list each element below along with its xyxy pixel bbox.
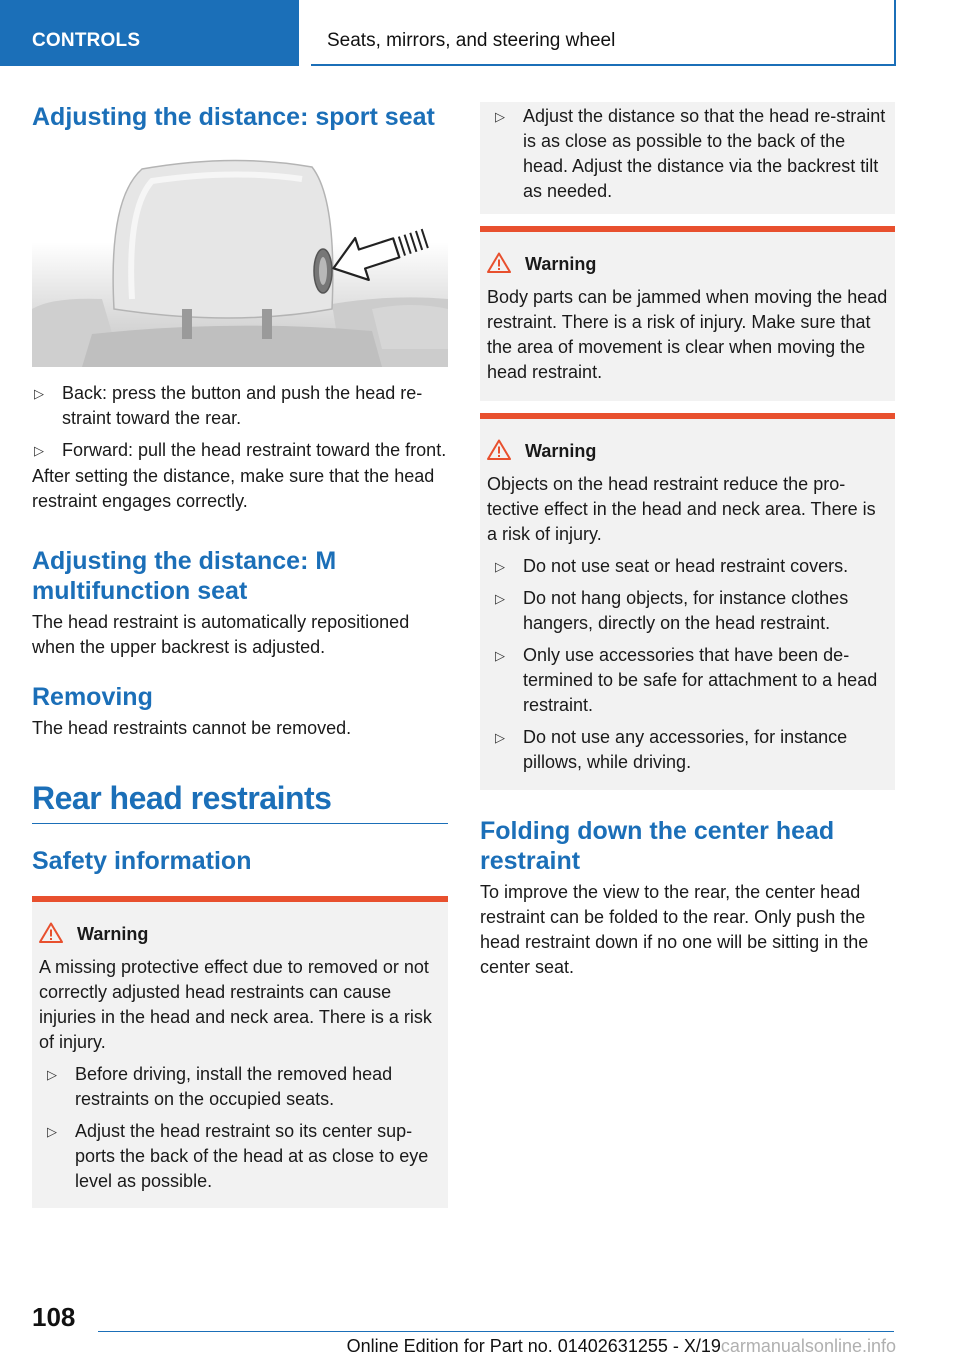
bullet-triangle-icon: ▷: [495, 109, 505, 124]
bullet-triangle-icon: ▷: [34, 386, 44, 401]
warning-triangle-icon: [39, 922, 63, 943]
bullet-triangle-icon: ▷: [495, 730, 505, 745]
continued-list: [487, 104, 888, 204]
bullet-triangle-icon: ▷: [47, 1124, 57, 1139]
warning-title: Warning: [487, 439, 888, 463]
warning-box-2: [480, 226, 895, 401]
warning-list: [39, 1062, 441, 1194]
chapter-title: Seats, mirrors, and steering wheel: [327, 30, 616, 51]
bullet-triangle-icon: ▷: [495, 591, 505, 606]
bullet-triangle-icon: ▷: [495, 648, 505, 663]
after-setting-text: After setting the distance, make sure that the head restraint engages correctly.: [32, 466, 435, 511]
list-item: ▷ Before driving, install the removed head restraints on the occupied seats.: [47, 1064, 393, 1109]
chapter-header: [311, 0, 896, 66]
warning-box-3: [480, 413, 895, 790]
list-item: ▷ Only use accessories that have been de-termined to be safe for attachment to a head restraint.: [495, 645, 878, 715]
list-item: ▷ Back: press the button and push the head re-straint toward the rear.: [34, 383, 423, 428]
page-number: 108: [32, 1302, 76, 1332]
head-restraint-figure: [32, 159, 448, 367]
sport-seat-steps: [32, 381, 448, 463]
list-item: ▷ Do not use any accessories, for instance pillows, while driving.: [495, 727, 848, 772]
list-item: ▷ Adjust the head restraint so its center sup-ports the back of the head at as close to eye level as possible.: [47, 1121, 429, 1191]
footer-rule: [98, 1331, 894, 1332]
list-item: ▷ Forward: pull the head restraint toward the front.: [32, 438, 448, 463]
warning-triangle-icon: [487, 252, 511, 273]
head-restraint-illustration: [32, 159, 448, 367]
section-tab: [0, 0, 299, 66]
heading-rear-head-restraints: Rear head restraints: [32, 780, 332, 816]
heading-folding-down: Folding down the center head restraint: [480, 817, 835, 875]
warning-triangle-icon: [487, 439, 511, 460]
warning-title: Warning: [39, 922, 441, 946]
heading-removing: Removing: [32, 683, 153, 711]
bullet-triangle-icon: ▷: [495, 559, 505, 574]
heading-sport-seat: Adjusting the distance: sport seat: [32, 103, 435, 131]
footer-edition: [347, 1336, 896, 1357]
edition-text: Online Edition for Part no. 01402631255 - X/19: [346, 1336, 721, 1356]
list-item: ▷ Adjust the distance so that the head re-straint is as close as possible to the back of the head. Adjust the distance via the backrest tilt as needed.: [495, 106, 886, 201]
m-seat-text: The head restraint is automatically repositioned when the upper backrest is adjusted.: [32, 612, 410, 657]
heading-safety-information: Safety information: [32, 847, 252, 875]
heading-rule: [32, 823, 448, 824]
warning-box-1: [32, 896, 448, 1208]
list-item: ▷ Do not use seat or head restraint covers.: [493, 554, 888, 579]
list-item: ▷ Do not hang objects, for instance clothes hangers, directly on the head restraint.: [495, 588, 849, 633]
right-column: [480, 102, 895, 980]
watermark-text: carmanualsonline.info: [720, 1336, 896, 1356]
removing-text: The head restraints cannot be removed.: [32, 718, 352, 738]
warning-text: Objects on the head restraint reduce the pro-tective effect in the head and neck area. There is a risk of injury.: [487, 474, 876, 544]
bullet-triangle-icon: ▷: [34, 443, 44, 458]
folding-text: To improve the view to the rear, the center head restraint can be folded to the rear. Only push the head restraint down if no one will be sitting in the center seat.: [480, 882, 869, 977]
warning-text: A missing protective effect due to removed or not correctly adjusted head restraints can cause injuries in the head and neck area. There is a risk of injury.: [39, 957, 432, 1052]
left-column: [32, 100, 448, 1208]
section-title: CONTROLS: [32, 30, 141, 51]
warning-text: Body parts can be jammed when moving the head restraint. There is a risk of injury. Make sure that the area of movement is clear when moving the head restraint.: [487, 287, 888, 382]
warning-title: Warning: [487, 252, 888, 276]
bullet-triangle-icon: ▷: [47, 1067, 57, 1082]
continued-list-box: [480, 102, 895, 214]
heading-m-seat: Adjusting the distance: M multifunction seat: [32, 547, 337, 605]
warning-list: [487, 554, 888, 775]
